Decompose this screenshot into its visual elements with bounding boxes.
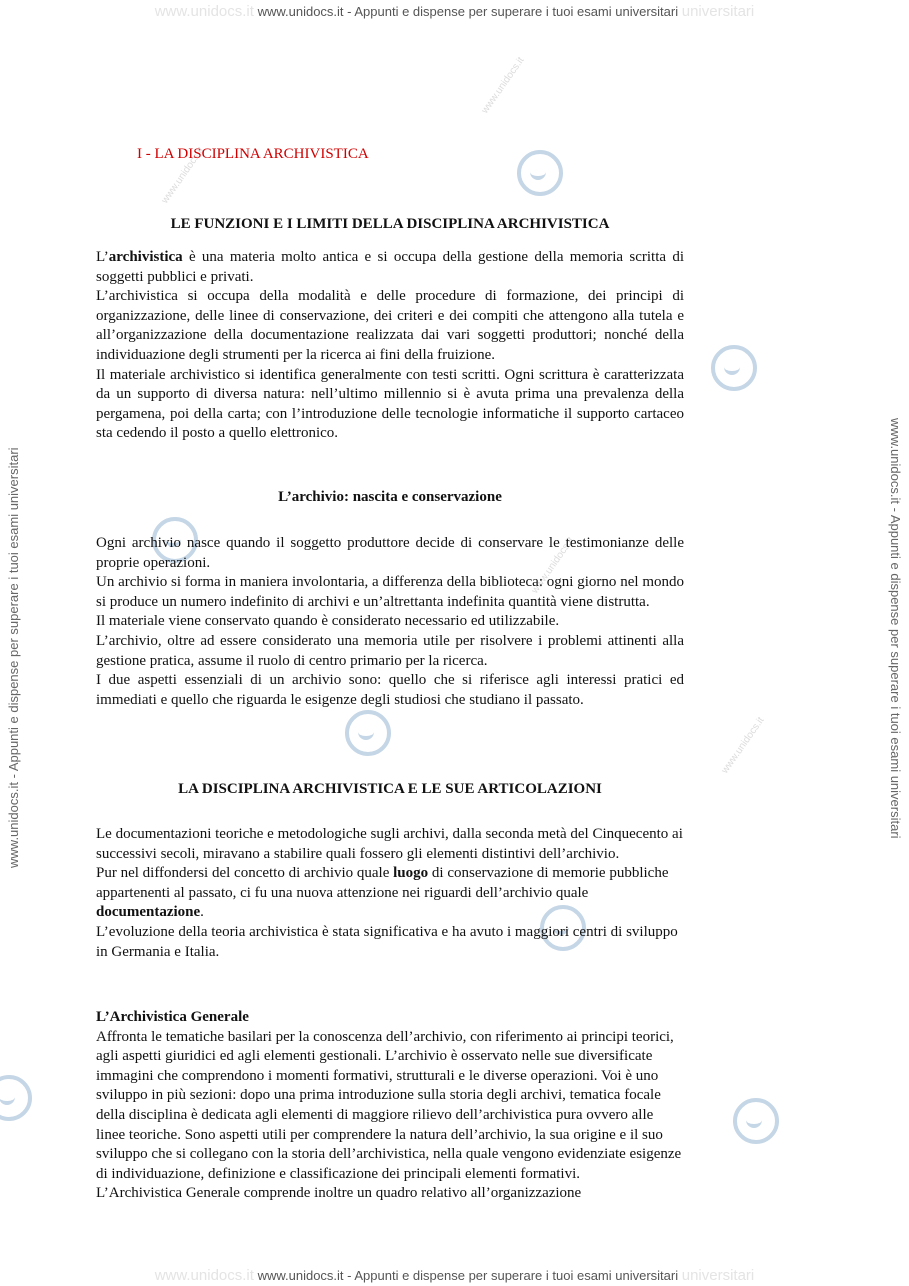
watermark-logo-icon [0,1075,32,1121]
watermark-text: www.unidocs.it [159,145,207,206]
paragraph: Pur nel diffondersi del concetto di archivio quale luogo di conservazione di memorie pubbliche appartenenti al passato, ci fu una nuova attenzione nei riguardi dell’archivio quale documentazione. [96,865,669,921]
paragraph: L’evoluzione della teoria archivistica è stata significativa e ha avuto i maggiori centri di sviluppo in Germania e Italia. [96,923,678,960]
watermark-text: www.unidocs.it [479,55,527,116]
paragraph-block-1 [96,248,684,444]
paragraph: I due aspetti essenziali di un archivio sono: quello che si riferisce agli interessi pratici ed immediati e quello che riguarda le esigenze degli studiosi che studiano il passato. [96,672,684,708]
banner-ghost-right: universitari [681,3,755,20]
paragraph: Il materiale viene conservato quando è considerato necessario ed utilizzabile. [96,613,560,630]
paragraph-block-2 [96,534,684,710]
section-title: I - LA DISCIPLINA ARCHIVISTICA [137,146,369,162]
watermark-logo-icon [517,150,563,196]
banner-ghost-left: www.unidocs.it [154,1267,254,1284]
heading-funzioni: LE FUNZIONI E I LIMITI DELLA DISCIPLINA ARCHIVISTICA [170,216,610,232]
paragraph: L’archivistica si occupa della modalità e delle procedure di formazione, dei principi di organizzazione, delle linee di conservazione, dei criteri e dei compiti che attengono alla tutela e all’organizzazione della documentazione realizzata dai vari soggetti produttori; nonché della individuazione degli strumenti per la ricerca ai fini della fruizione. [96,288,684,363]
watermark-text: www.unidocs.it [719,715,767,776]
banner-text: www.unidocs.it - Appunti e dispense per superare i tuoi esami universitari [257,1268,679,1283]
heading-archivio: L’archivio: nascita e conservazione [278,489,502,505]
banner-ghost-left: www.unidocs.it [154,3,254,20]
paragraph: Il materiale archivistico si identifica generalmente con testi scritti. Ogni scrittura è caratterizzata da un supporto di diversa natura: nell’ultimo millennio si è avuta prima una prevalenza della pergamena, poi della carta; con l’introduzione delle tecnologie informatiche il supporto cartaceo sta cedendo il posto a quello elettronico. [96,366,684,442]
paragraph-block-3 [96,825,684,962]
watermark-logo-icon [711,345,757,391]
bold-term: documentazione [96,904,201,921]
banner-ghost-right: universitari [681,1267,755,1284]
side-banner-left: www.unidocs.it - Appunti e dispense per superare i tuoi esami universitari [6,447,21,868]
top-banner [0,3,909,20]
watermark-logo-icon [733,1098,779,1144]
bold-term: luogo [393,865,429,882]
paragraph-block-4 [96,1008,684,1204]
side-banner-right: www.unidocs.it - Appunti e dispense per superare i tuoi esami universitari [888,418,903,839]
paragraph: Un archivio si forma in maniera involontaria, a differenza della biblioteca: ogni giorno nel mondo si produce un numero indefinito di archivi e un’altrettanta indefinita quantità viene distrutta. [96,574,684,610]
heading-articolazioni: LA DISCIPLINA ARCHIVISTICA E LE SUE ARTICOLAZIONI [178,781,602,797]
paragraph: L’archivio, oltre ad essere considerato una memoria utile per risolvere i problemi attinenti alla gestione pratica, assume il ruolo di centro primario per la ricerca. [96,632,684,669]
bottom-banner [0,1267,909,1284]
bold-term: archivistica [108,249,183,265]
banner-text: www.unidocs.it - Appunti e dispense per superare i tuoi esami universitari [257,4,679,19]
watermark-logo-icon [345,710,391,756]
subheading-archivistica-generale: L’Archivistica Generale [96,1009,249,1025]
paragraph: L’Archivistica Generale comprende inoltre un quadro relativo all’organizzazione [96,1185,582,1202]
paragraph: Affronta le tematiche basilari per la conoscenza dell’archivio, con riferimento ai principi teorici, agli aspetti giuridici ed agli elementi gestionali. L’archivio è osservato nelle sue diversificate immagini che comprendono i momenti formativi, strutturali e le diverse operazioni. Voi è uno sviluppo in più sezioni: dopo una prima introduzione sulla storia degli archivi, tematica focale della disciplina è dedicata agli elementi di maggiore rilievo dell’archivistica pura ovvero alle linee teoriche. Sono aspetti utili per comprendere la natura dell’archivio, la sua origine e il suo sviluppo che si collegano con la storia dell’archivistica, nella quale vengono evidenziate esigenze di individuazione, definizione e classificazione dei principali elementi formativi. [96,1028,682,1182]
paragraph: Le documentazioni teoriche e metodologiche sugli archivi, dalla seconda metà del Cinquecento ai successivi secoli, miravano a stabilire quali fossero gli elementi distintivi dell’archivio. [96,826,683,862]
paragraph: L’archivistica è una materia molto antica e si occupa della gestione della memoria scritta di soggetti pubblici e privati. [96,249,684,285]
paragraph: Ogni archivio nasce quando il soggetto produttore decide di conservare le testimonianze delle proprie operazioni. [96,535,684,571]
watermark-text: www.unidocs.it [529,535,577,596]
